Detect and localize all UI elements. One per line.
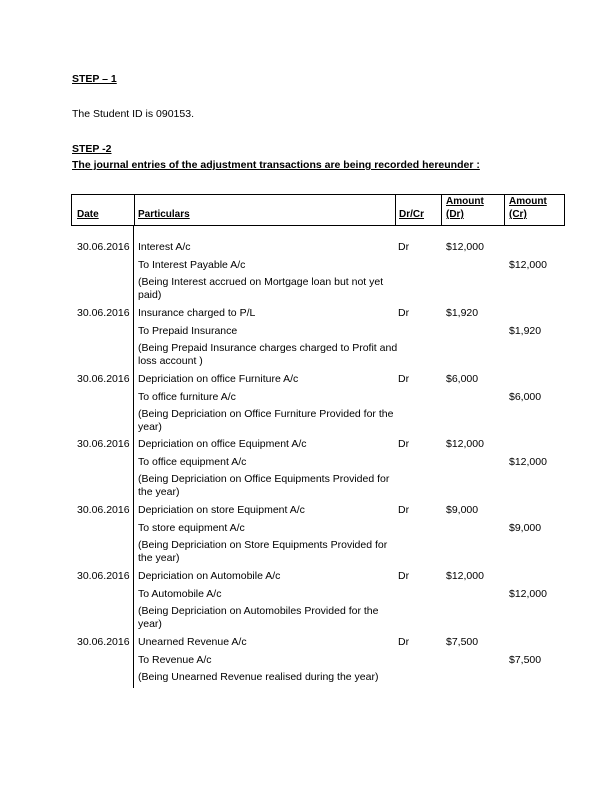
entry-narration-line1: (Being Depriciation on Store Equipments Provided for — [138, 539, 388, 551]
entry-credit-amount: $6,000 — [509, 391, 542, 403]
entry-narration-line1: (Being Depriciation on Office Furniture Provided for the — [138, 408, 394, 420]
entry-drcr: Dr — [398, 636, 410, 648]
entry-narration-line1: (Being Unearned Revenue realised during the year) — [138, 671, 379, 683]
header-amount-dr-line1: Amount — [446, 196, 484, 207]
entry-credit-amount: $1,920 — [509, 325, 542, 337]
entry-debit-amount: $12,000 — [446, 438, 484, 450]
entry-debit-amount: $7,500 — [446, 636, 479, 648]
entry-narration-line2: loss account ) — [138, 355, 203, 367]
entry-date: 30.06.2016 — [77, 438, 130, 450]
entry-narration-line1: (Being Depriciation on Office Equipments Provided for — [138, 473, 390, 485]
entry-credit-amount: $12,000 — [509, 588, 547, 600]
entry-credit-account: To office equipment A/c — [138, 456, 247, 468]
entry-narration-line2: paid) — [138, 289, 162, 301]
entry-narration-line1: (Being Prepaid Insurance charges charged to Profit and — [138, 342, 398, 354]
entry-credit-account: To office furniture A/c — [138, 391, 236, 403]
entry-drcr: Dr — [398, 307, 410, 319]
header-amount-cr-line2: (Cr) — [509, 209, 527, 220]
entry-drcr: Dr — [398, 438, 410, 450]
entry-date: 30.06.2016 — [77, 307, 130, 319]
step1-heading: STEP – 1 — [72, 73, 117, 85]
entry-debit-amount: $6,000 — [446, 373, 479, 385]
step2-subheading: The journal entries of the adjustment transactions are being recorded hereunder : — [72, 159, 480, 171]
entry-debit-account: Insurance charged to P/L — [138, 307, 256, 319]
entry-debit-account: Depriciation on Automobile A/c — [138, 570, 281, 582]
entry-date: 30.06.2016 — [77, 373, 130, 385]
entry-date: 30.06.2016 — [77, 241, 130, 253]
journal-table-header — [71, 194, 565, 226]
step2-heading: STEP -2 — [72, 143, 112, 155]
entry-debit-amount: $9,000 — [446, 504, 479, 516]
entry-credit-account: To Automobile A/c — [138, 588, 222, 600]
student-id-text: The Student ID is 090153. — [72, 108, 194, 120]
entry-debit-account: Unearned Revenue A/c — [138, 636, 247, 648]
entry-drcr: Dr — [398, 241, 410, 253]
entry-narration-line1: (Being Depriciation on Automobiles Provided for the — [138, 605, 379, 617]
entry-credit-amount: $9,000 — [509, 522, 542, 534]
header-drcr: Dr/Cr — [399, 209, 425, 220]
entry-debit-amount: $12,000 — [446, 570, 484, 582]
entry-date: 30.06.2016 — [77, 504, 130, 516]
entry-debit-account: Depriciation on office Furniture A/c — [138, 373, 299, 385]
header-particulars: Particulars — [138, 209, 190, 220]
entry-debit-amount: $1,920 — [446, 307, 479, 319]
entry-credit-account: To Prepaid Insurance — [138, 325, 238, 337]
entry-credit-amount: $12,000 — [509, 456, 547, 468]
header-amount-cr-line1: Amount — [509, 196, 547, 207]
entry-date: 30.06.2016 — [77, 636, 130, 648]
header-date: Date — [77, 209, 99, 220]
entry-credit-account: To Interest Payable A/c — [138, 259, 246, 271]
entry-debit-account: Depriciation on store Equipment A/c — [138, 504, 305, 516]
entry-debit-account: Interest A/c — [138, 241, 191, 253]
entry-date: 30.06.2016 — [77, 570, 130, 582]
entry-narration-line2: year) — [138, 618, 162, 630]
entry-debit-amount: $12,000 — [446, 241, 484, 253]
entry-narration-line2: year) — [138, 421, 162, 433]
entry-drcr: Dr — [398, 570, 410, 582]
entry-narration-line2: the year) — [138, 552, 180, 564]
entry-credit-amount: $7,500 — [509, 654, 542, 666]
entry-drcr: Dr — [398, 504, 410, 516]
table-column-divider — [133, 226, 134, 688]
entry-debit-account: Depriciation on office Equipment A/c — [138, 438, 307, 450]
entry-credit-amount: $12,000 — [509, 259, 547, 271]
entry-drcr: Dr — [398, 373, 410, 385]
entry-credit-account: To store equipment A/c — [138, 522, 245, 534]
header-amount-dr-line2: (Dr) — [446, 209, 464, 220]
entry-narration-line1: (Being Interest accrued on Mortgage loan but not yet — [138, 276, 384, 288]
entry-credit-account: To Revenue A/c — [138, 654, 212, 666]
entry-narration-line2: the year) — [138, 486, 180, 498]
